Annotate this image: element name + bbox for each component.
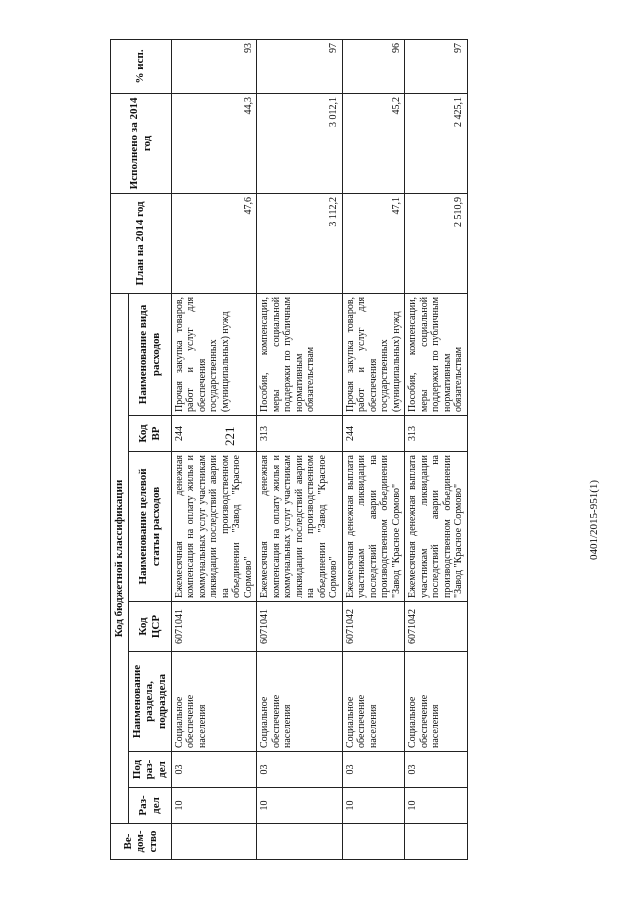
cell-vedomstvo [171, 824, 257, 860]
cell-naim-celevoy: Ежемесячная денежная выплата участникам ликвидации последствий аварии на производственном объединении "Завод "Красное Сормово" [405, 452, 468, 602]
cell-vedomstvo [342, 824, 405, 860]
cell-vedomstvo [257, 824, 343, 860]
cell-percent: 97 [405, 39, 468, 93]
table-row [342, 39, 405, 859]
header-kod-vr: Код ВР [128, 416, 171, 452]
cell-razdel: 10 [405, 788, 468, 824]
cell-plan: 47,6 [171, 193, 257, 293]
cell-percent: 96 [342, 39, 405, 93]
cell-kod-csr: 6071041 [171, 602, 257, 652]
cell-plan: 3 112,2 [257, 193, 343, 293]
cell-ispolneno: 2 425,1 [405, 93, 468, 193]
cell-kod-csr: 6071041 [257, 602, 343, 652]
cell-podrazdel: 03 [405, 752, 468, 788]
cell-percent: 93 [171, 39, 257, 93]
header-kod-csr: Код ЦСР [128, 602, 171, 652]
cell-razdel: 10 [257, 788, 343, 824]
cell-kod-vr: 313 [257, 416, 343, 452]
cell-podrazdel: 03 [342, 752, 405, 788]
cell-plan: 2 510,9 [405, 193, 468, 293]
table-row [257, 39, 343, 859]
cell-percent: 97 [257, 39, 343, 93]
cell-ispolneno: 3 012,1 [257, 93, 343, 193]
header-vedomstvo: Ве-дом-ство [111, 824, 172, 860]
header-group: Код бюджетной классификации [111, 293, 129, 823]
cell-podrazdel: 03 [257, 752, 343, 788]
cell-ispolneno: 45,2 [342, 93, 405, 193]
budget-table [110, 39, 468, 860]
cell-plan: 47,1 [342, 193, 405, 293]
header-ispolneno: Исполнено за 2014 год [111, 93, 172, 193]
header-razdel: Раз-дел [128, 788, 171, 824]
cell-naim-razdela: Социальное обеспечение населения [342, 652, 405, 752]
page-number: 221 [222, 426, 237, 446]
cell-kod-vr: 244 [342, 416, 405, 452]
cell-kod-csr: 6071042 [342, 602, 405, 652]
header-podrazdel: Под раз-дел [128, 752, 171, 788]
cell-naim-celevoy: Ежемесячная денежная компенсация на оплату жилья и коммунальных услуг участникам ликвидации последствий аварии на производственном объединении "Завод "Красное Сормово" [171, 452, 257, 602]
cell-kod-vr: 244 [171, 416, 257, 452]
header-naim-razdela: Наименование раздела, подраздела [128, 652, 171, 752]
cell-podrazdel: 03 [171, 752, 257, 788]
header-plan: План на 2014 год [111, 193, 172, 293]
table-row [405, 39, 468, 859]
cell-naim-vida: Прочая закупка товаров, работ и услуг для обеспечения государственных (муниципальных) нужд [171, 293, 257, 415]
budget-table-container [110, 40, 468, 860]
table-row [171, 39, 257, 859]
cell-naim-razdela: Социальное обеспечение населения [171, 652, 257, 752]
document-code: 0401/2015-951(1) [588, 479, 600, 560]
header-naim-celevoy: Наименование целевой статьи расходов [128, 452, 171, 602]
cell-naim-vida: Пособия, компенсации, меры социальной поддержки по публичным нормативным обязательствам [257, 293, 343, 415]
cell-kod-vr: 313 [405, 416, 468, 452]
cell-razdel: 10 [171, 788, 257, 824]
cell-naim-razdela: Социальное обеспечение населения [257, 652, 343, 752]
cell-naim-vida: Пособия, компенсации, меры социальной поддержки по публичным нормативным обязательствам [405, 293, 468, 415]
cell-ispolneno: 44,3 [171, 93, 257, 193]
cell-naim-vida: Прочая закупка товаров, работ и услуг для обеспечения государственных (муниципальных) нужд [342, 293, 405, 415]
header-naim-vida: Наименование вида расходов [128, 293, 171, 415]
cell-kod-csr: 6071042 [405, 602, 468, 652]
cell-naim-celevoy: Ежемесячная денежная компенсация на оплату жилья и коммунальных услуг участникам ликвидации последствий аварии на производственном объединении "Завод "Красное Сормово" [257, 452, 343, 602]
cell-naim-celevoy: Ежемесячная денежная выплата участникам ликвидации последствий аварии на производственном объединении "Завод "Красное Сормово" [342, 452, 405, 602]
cell-razdel: 10 [342, 788, 405, 824]
cell-vedomstvo [405, 824, 468, 860]
header-percent: % исп. [111, 39, 172, 93]
cell-naim-razdela: Социальное обеспечение населения [405, 652, 468, 752]
